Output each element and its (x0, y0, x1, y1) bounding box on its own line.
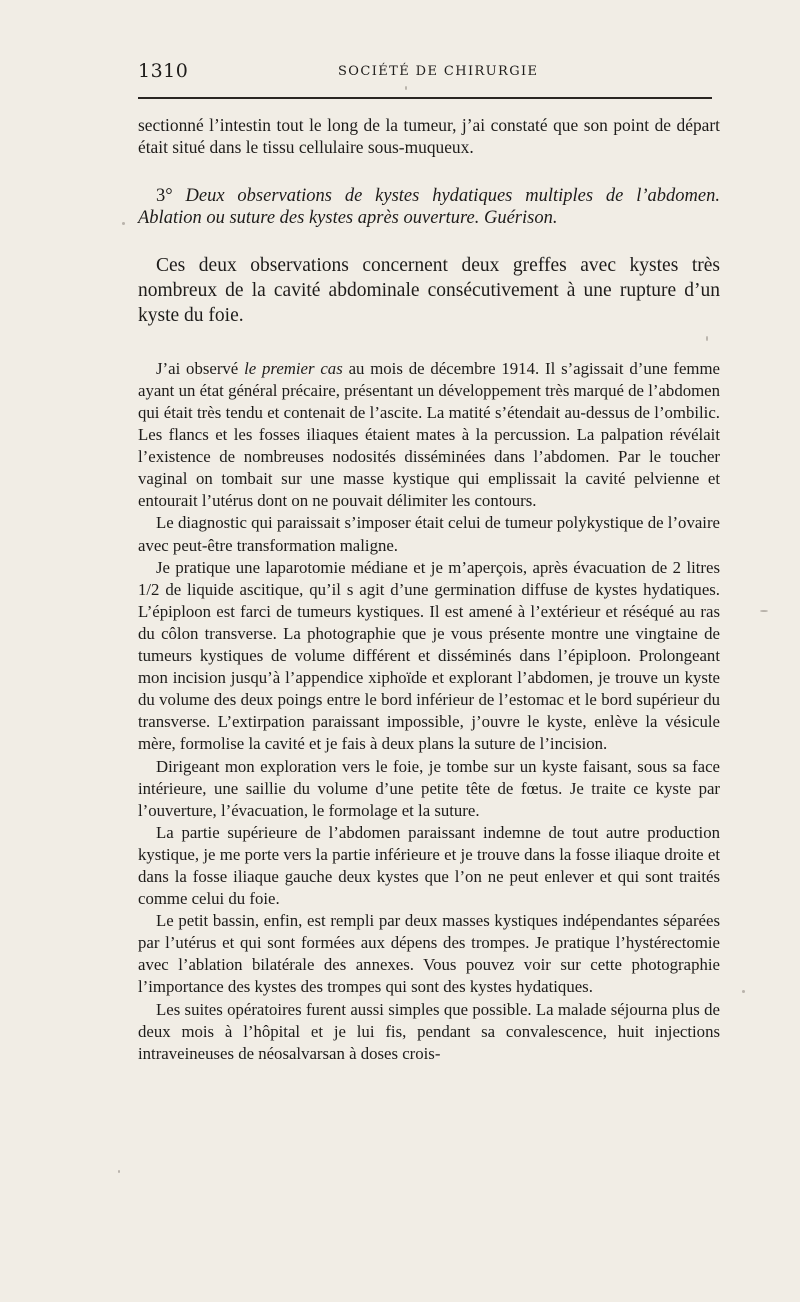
paper-speck (742, 990, 745, 993)
paragraph-intro: Ces deux observations concernent deux greffes avec kystes très nombreux de la cavité abdominale consécutivement à une rupture d’un kyste du foie. (138, 254, 720, 326)
paragraph-laparotomy: Je pratique une laparotomie médiane et je m’aperçois, après évacuation de 2 litres 1/2 de liquide ascitique, qu’il s agit d’une germination diffuse de kystes hydatiques. L’épiploon est farci de tumeurs kystiques. Il est amené à l’extérieur et réséqué au ras du côlon transverse. La photographie que je vous présente montre une vingtaine de tumeurs kystiques de volume différent et disséminés dans l’épiploon. Prolongeant mon incision jusqu’à l’appendice xiphoïde et explorant l’abdomen, je trouve un kyste du volume des deux poings entre le bord inférieur de l’estomac et le bord supérieur du transverse. L’extirpation paraissant impossible, j’ouvre le kyste, enlève la vésicule mère, formolise la cavité et je fais à deux plans la suture de l’incision. (138, 557, 720, 754)
body-text (138, 114, 720, 1065)
running-title: SOCIÉTÉ DE CHIRURGIE (338, 64, 539, 79)
paragraph-diagnosis: Le diagnostic qui paraissait s’imposer était celui de tumeur polykystique de l’ovaire avec peut-être transformation maligne. (138, 513, 720, 555)
section-number: 3° (156, 185, 173, 206)
paragraph-iliac: La partie supérieure de l’abdomen paraissant indemne de tout autre production kystique, je me porte vers la partie inférieure et je trouve dans la fosse iliaque droite et dans la fosse iliaque gauche deux kystes que l’on ne peut enlever et qui sont traités comme celui du foie. (138, 822, 720, 909)
page-number: 1310 (138, 60, 189, 82)
paper-speck (760, 610, 768, 612)
case-report (138, 358, 720, 1065)
paragraph-postoperative: Les suites opératoires furent aussi simples que possible. La malade séjourna plus de deux mois à l’hôpital et je lui fis, pendant sa convalescence, huit injections intraveineuses de néosalvarsan à doses crois- (138, 999, 720, 1063)
case-emphasis: le premier cas (244, 358, 343, 378)
section-heading (138, 185, 720, 229)
paper-speck (122, 222, 125, 225)
paper-speck (706, 336, 708, 341)
paragraph-pelvis: Le petit bassin, enfin, est rempli par deux masses kystiques indépendantes séparées par l’utérus et qui sont formées aux dépens des trompes. Je pratique l’hystérectomie avec l’ablation bilatérale des annexes. Vous pouvez voir sur cette photographie l’importance des kystes des trompes qui sont des kystes hydatiques. (138, 911, 720, 997)
paragraph-continuation: sectionné l’intestin tout le long de la tumeur, j’ai constaté que son point de départ était situé dans le tissu cellulaire sous-muqueux. (138, 115, 720, 158)
case-text: au mois de décembre 1914. Il s’agissait d’une femme ayant un état général précaire, présentant un développement très marqué de l’abdomen qui était très tendu et contenait de l’ascite. La matité s’étendait au-dessus de l’ombilic. Les flancs et les fosses iliaques étaient mates à la percussion. La palpation révélait l’existence de nombreuses nodosités disséminées dans l’abdomen. Par le toucher vaginal on tombait sur une masse kystique qui emplissait la cavité pelvienne et entourait l’utérus dont on ne pouvait délimiter les contours. (138, 358, 720, 511)
paragraph-liver: Dirigeant mon exploration vers le foie, je tombe sur un kyste faisant, sous sa face intérieure, une saillie du volume d’une petite tête de fœtus. Je traite ce kyste par l’ouverture, l’évacuation, le formolage et la suture. (138, 756, 720, 820)
section-title: Deux observations de kystes hydatiques multiples de l’abdomen. Ablation ou suture des kystes après ouverture. Guérison. (138, 185, 720, 228)
header-rule (138, 97, 712, 99)
paragraph-case (138, 358, 720, 513)
paper-speck (118, 1170, 120, 1173)
paper-speck (405, 86, 407, 90)
page-header (138, 60, 718, 90)
case-lead: J’ai observé (156, 358, 239, 378)
